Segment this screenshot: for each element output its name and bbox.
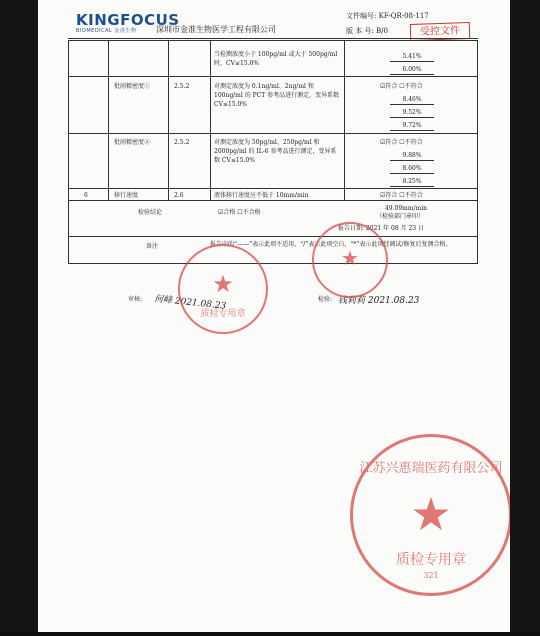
- conclusion-label: 检验结论: [138, 209, 163, 216]
- result-value: 8.46%: [390, 95, 434, 105]
- result-value: 9.52%: [390, 108, 434, 118]
- star-icon: ★: [410, 487, 452, 541]
- qa-stamp-text: 质检专用章: [200, 309, 246, 319]
- criterion-cell: 液体移行速度应不低于 10mm/min: [214, 192, 309, 199]
- table-row-divider: [68, 236, 478, 237]
- stamp-qa-text: 质检专用章: [396, 552, 466, 568]
- report-date: 报告日期: 2021 年 08 月 23 日: [338, 225, 425, 232]
- inspection-department-stamp: [312, 222, 388, 298]
- result-value: 9.72%: [390, 121, 434, 131]
- table-row-divider: [68, 133, 478, 134]
- clause-number: 2.6: [174, 192, 184, 199]
- table-border-bottom: [68, 263, 478, 264]
- inspector-signature: 钱莉莉 2021.08.23: [338, 296, 420, 306]
- table-row-divider: [68, 40, 478, 41]
- table-row-divider: [68, 200, 478, 201]
- result-value: 6.00%: [390, 65, 434, 75]
- table-column-divider: [108, 40, 109, 200]
- viewer-bottom-bar: [0, 632, 540, 636]
- table-row-divider: [68, 76, 478, 77]
- stamp-code: 321: [423, 571, 439, 580]
- viewer-right-margin: [510, 0, 540, 636]
- result-value: 8.25%: [390, 177, 434, 187]
- version-number: 版 本 号: B/0: [346, 27, 388, 35]
- inspection-dept-seal-note: （检验部门章印）: [376, 213, 425, 220]
- document-page: [38, 0, 510, 632]
- table-column-divider: [168, 40, 169, 200]
- remark-text: 报告中的“——”表示此项不适用，“/”表示此项空白，“*”表示此项经调试/修复后复测合格。: [210, 241, 452, 248]
- inspector-label: 检验:: [318, 296, 333, 303]
- viewer-left-margin: [0, 0, 38, 636]
- company-logo-subtitle: BIOMEDICAL 金准生物: [76, 28, 137, 34]
- inspection-table: [68, 40, 478, 264]
- result-value: 8.60%: [390, 164, 434, 174]
- result-value: 5.41%: [390, 52, 434, 62]
- criterion-cell: 当检测浓度小于 100pg/ml 或大于 500pg/ml 时，CV≤15.0%: [214, 51, 338, 67]
- table-border-right: [477, 40, 478, 264]
- controlled-document-stamp: 受控文件: [410, 22, 471, 41]
- company-name: 深圳市金准生物医学工程有限公司: [156, 25, 276, 34]
- criterion-cell: 对测定浓度为 50pg/ml、250pg/ml 和 2000pg/ml 的 IL-6 参考品进行测定，变异系数 CV≤15.0%: [214, 139, 337, 164]
- criterion-cell: 对测定浓度为 0.1ng/ml、2ng/ml 和 100ng/ml 的 PCT 参考品进行测定，变异系数 CV≤15.0%: [214, 83, 340, 108]
- row-index: 6: [84, 192, 88, 199]
- result-value: 49.09mm/min: [384, 205, 428, 212]
- table-border-left: [68, 40, 69, 264]
- judgement-cell: ☑符合 ☐不符合: [380, 139, 423, 146]
- qa-stamp-small: [178, 244, 268, 334]
- judgement-cell: ☑符合 ☐不符合: [380, 83, 423, 90]
- company-qa-stamp-large: [350, 434, 510, 596]
- header-divider: [68, 38, 478, 39]
- reviewer-label: 审核:: [128, 296, 143, 303]
- remark-label: 备注: [146, 243, 159, 250]
- clause-number: 2.5.2: [174, 139, 190, 146]
- star-icon: ★: [341, 246, 359, 270]
- test-item: 批间精密度①: [114, 83, 151, 90]
- company-logo: KINGFOCUS: [76, 11, 180, 29]
- judgement-cell: ☑符合 ☐不符合: [380, 192, 423, 199]
- reviewer-signature: 何峰 2021.08.23: [153, 294, 227, 312]
- document-number: 文件编号: KF-QR-08-117: [346, 12, 429, 20]
- table-row-divider: [68, 188, 478, 189]
- clause-number: 2.5.2: [174, 83, 190, 90]
- conclusion-value: ☑合格 ☐不合格: [218, 209, 261, 216]
- test-item: 批间精密度②: [114, 139, 151, 146]
- table-column-divider: [210, 40, 211, 200]
- test-item: 移行速度: [114, 192, 139, 199]
- table-column-divider: [344, 40, 345, 200]
- result-value: 9.88%: [390, 151, 434, 161]
- stamp-company-name: 江苏兴惠瑞医药有限公司: [359, 461, 503, 476]
- star-icon: ★: [212, 270, 234, 298]
